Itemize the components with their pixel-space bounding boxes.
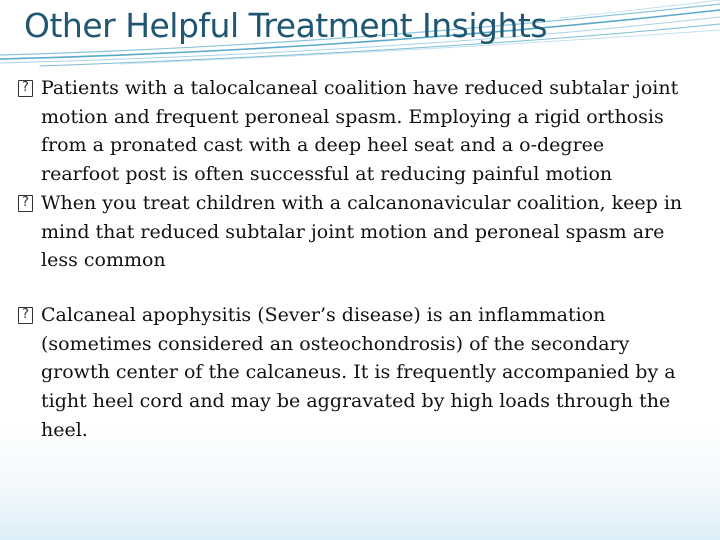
missing-glyph-icon: ? [18,195,33,212]
list-item [18,189,683,275]
page-title: Other Helpful Treatment Insights [24,6,548,45]
list-item [18,74,683,189]
bullet-text: Patients with a talocalcaneal coalition have reduced subtalar joint motion and frequent peroneal spasm. Employing a rigid orthosis from a pronated cast with a deep heel seat and a o-degree rearfoot post is often successful at reducing painful motion [41,77,679,186]
bullet-list [18,74,683,444]
missing-glyph-icon: ? [18,80,33,97]
bullet-text: Calcaneal apophysitis (Sever’s disease) is an inflammation (sometimes considered an osteochondrosis) of the secondary growth center of the calcaneus. It is frequently accompanied by a tight heel cord and may be aggravated by high loads through the heel. [41,303,676,441]
bullet-text: When you treat children with a calcanonavicular coalition, keep in mind that reduced subtalar joint motion and peroneal spasm are less common [41,191,683,272]
list-item [18,301,683,445]
missing-glyph-icon: ? [18,307,33,324]
